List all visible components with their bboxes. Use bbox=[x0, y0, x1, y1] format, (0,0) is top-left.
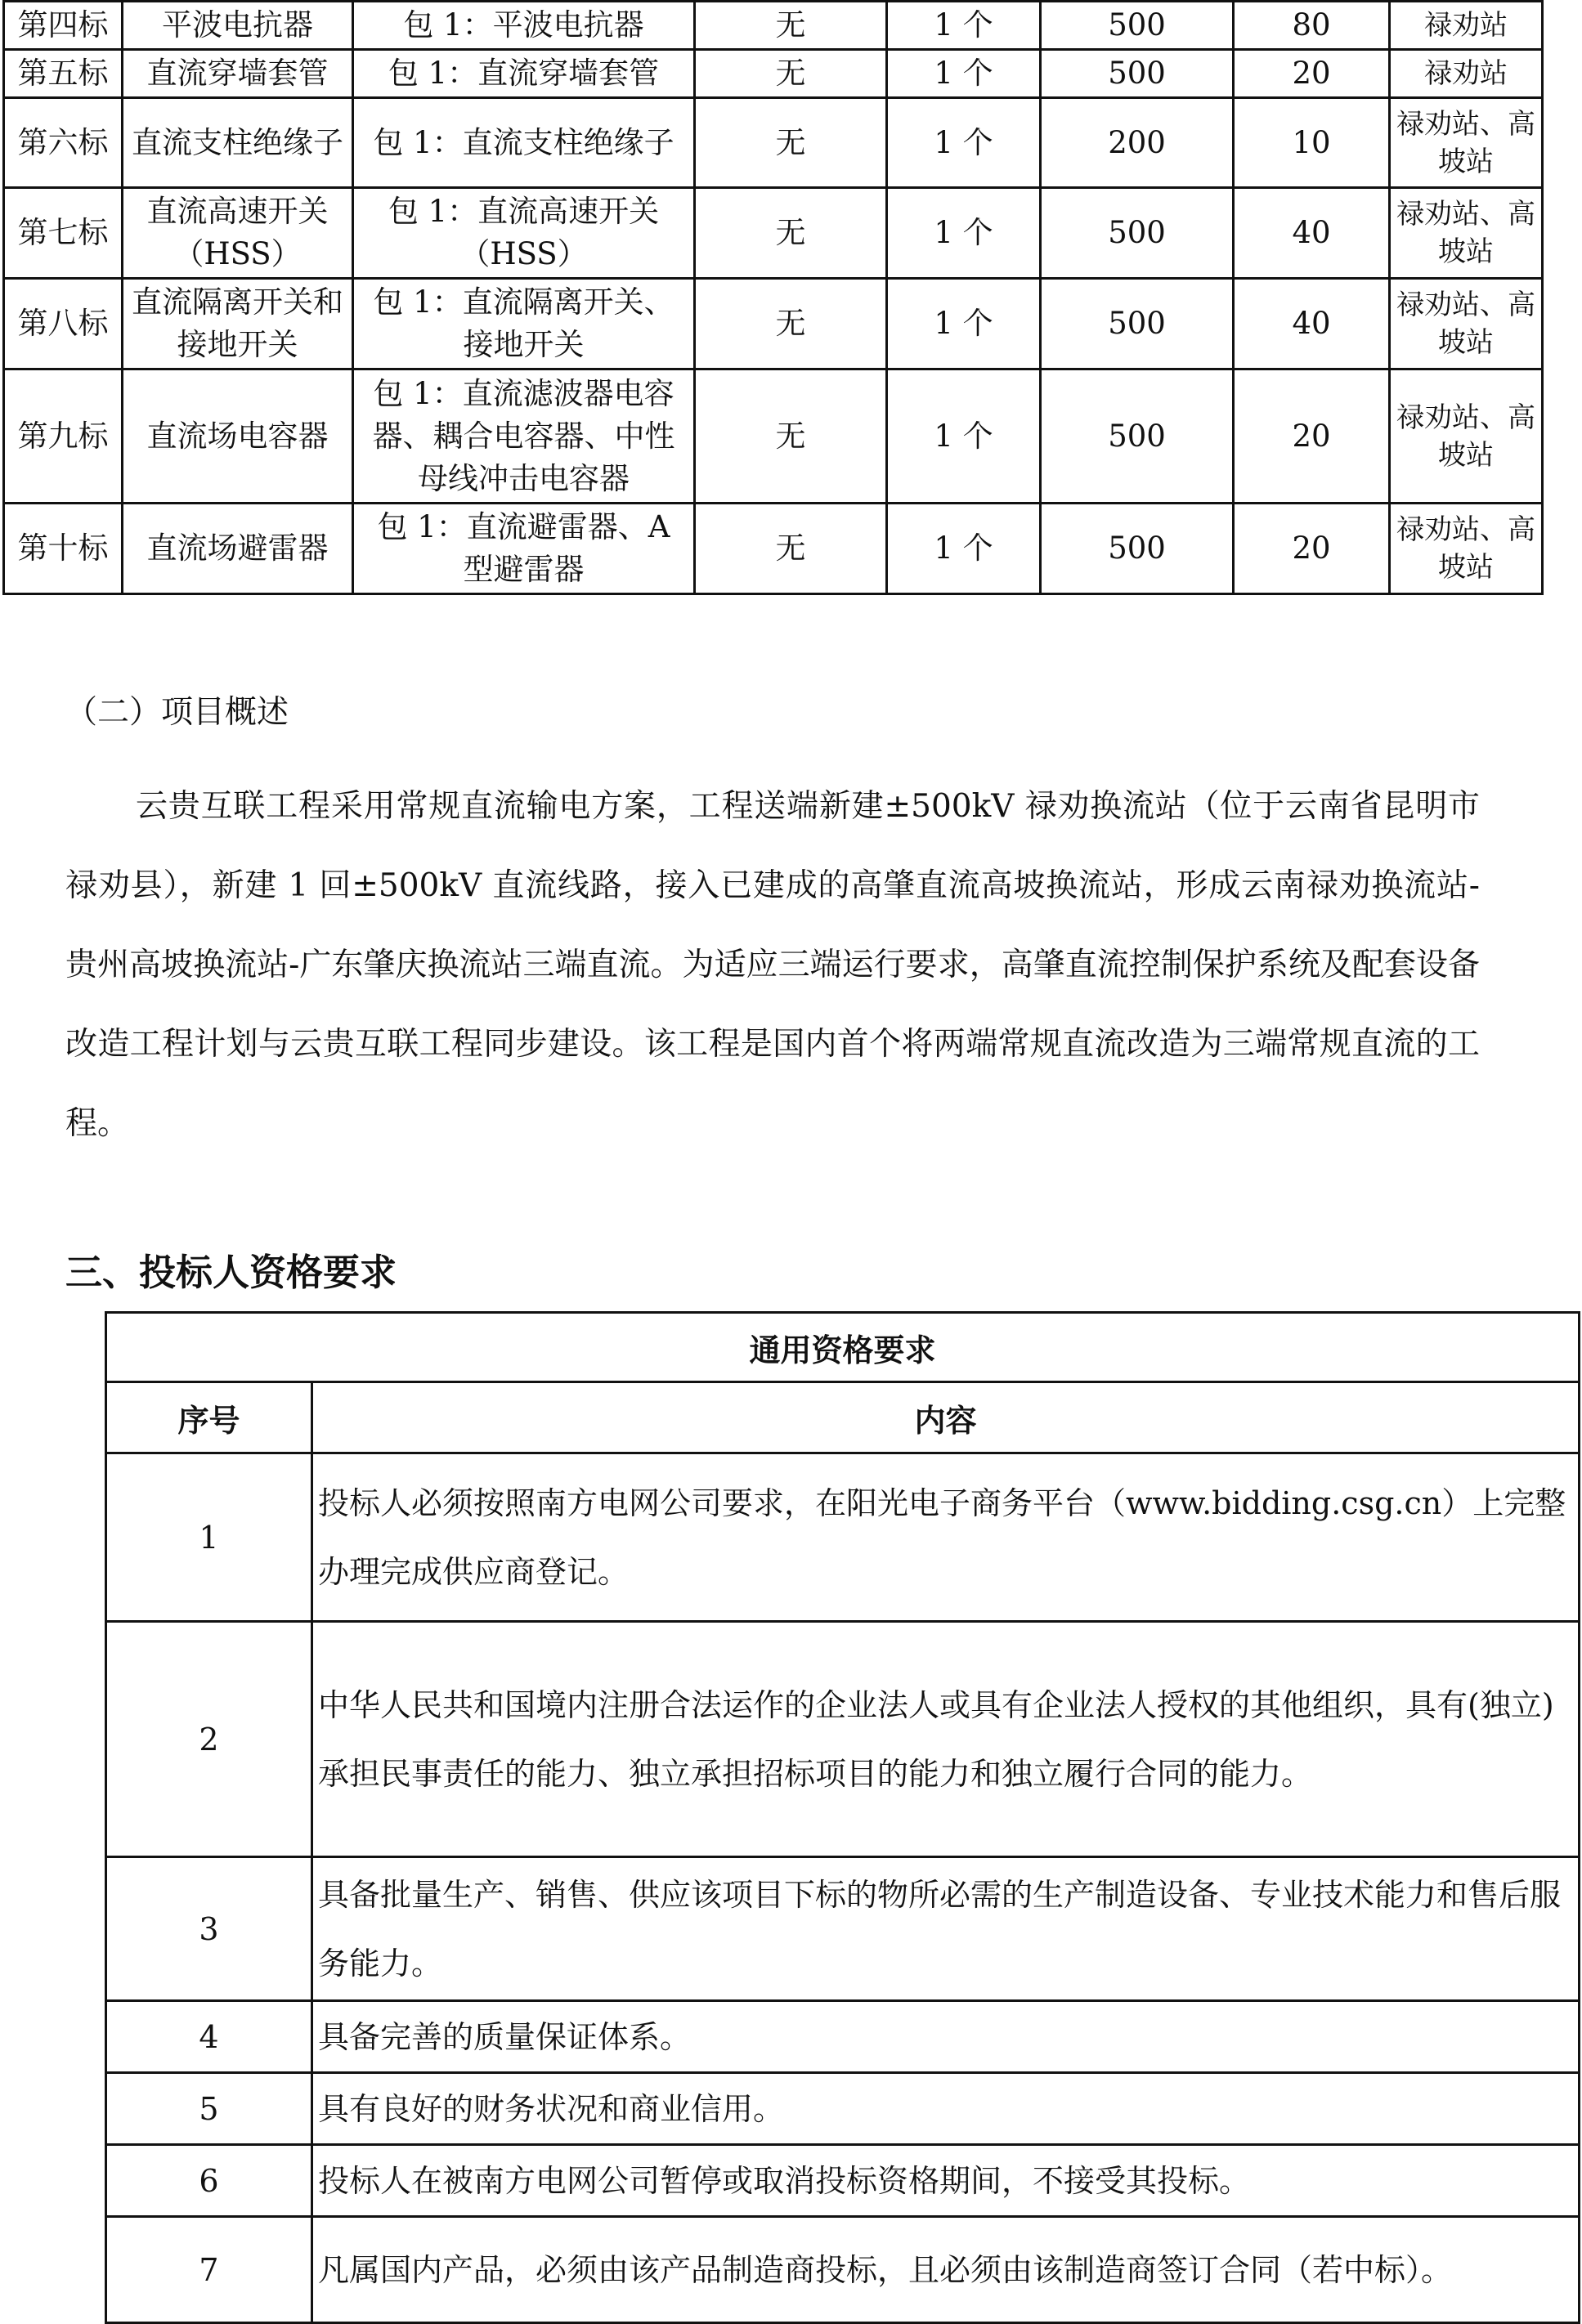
table-row bbox=[106, 2217, 1580, 2323]
lot-station: 禄劝站、高坡站 bbox=[1390, 188, 1543, 279]
lot-product: 直流高速开关（HSS） bbox=[123, 188, 353, 279]
lot-col-7: 10 bbox=[1234, 98, 1390, 188]
lot-col-6: 500 bbox=[1041, 369, 1234, 504]
lot-row bbox=[4, 2, 1543, 50]
lot-col-4: 无 bbox=[695, 279, 887, 369]
lot-station: 禄劝站、高坡站 bbox=[1390, 369, 1543, 504]
lot-quantity: 1 个 bbox=[887, 50, 1041, 98]
table-caption-row bbox=[106, 1313, 1580, 1382]
lot-package: 包 1：直流高速开关（HSS） bbox=[353, 188, 695, 279]
lot-station: 禄劝站 bbox=[1390, 50, 1543, 98]
table-caption: 通用资格要求 bbox=[106, 1313, 1580, 1382]
lot-package: 包 1：直流滤波器电容器、耦合电容器、中性母线冲击电容器 bbox=[353, 369, 695, 504]
row-content: 具备完善的质量保证体系。 bbox=[312, 2001, 1580, 2073]
lot-col-4: 无 bbox=[695, 98, 887, 188]
lot-number: 第十标 bbox=[4, 504, 123, 594]
row-content: 具有良好的财务状况和商业信用。 bbox=[312, 2073, 1580, 2145]
lot-col-4: 无 bbox=[695, 2, 887, 50]
lot-quantity: 1 个 bbox=[887, 2, 1041, 50]
lot-quantity: 1 个 bbox=[887, 188, 1041, 279]
lot-package: 包 1：直流隔离开关、接地开关 bbox=[353, 279, 695, 369]
lot-col-4: 无 bbox=[695, 50, 887, 98]
lot-product: 直流隔离开关和接地开关 bbox=[123, 279, 353, 369]
table-row bbox=[106, 1857, 1580, 2001]
row-number: 1 bbox=[106, 1453, 312, 1622]
section-heading: 三、投标人资格要求 bbox=[65, 1251, 397, 1294]
lot-number: 第五标 bbox=[4, 50, 123, 98]
lot-col-6: 500 bbox=[1041, 50, 1234, 98]
table-row bbox=[106, 2145, 1580, 2217]
lot-station: 禄劝站、高坡站 bbox=[1390, 279, 1543, 369]
row-number: 3 bbox=[106, 1857, 312, 2001]
lot-package: 包 1：直流支柱绝缘子 bbox=[353, 98, 695, 188]
lot-product: 平波电抗器 bbox=[123, 2, 353, 50]
row-content: 中华人民共和国境内注册合法运作的企业法人或具有企业法人授权的其他组织，具有(独立)承担民事责任的能力、独立承担招标项目的能力和独立履行合同的能力。 bbox=[312, 1622, 1580, 1857]
lot-row bbox=[4, 369, 1543, 504]
lot-quantity: 1 个 bbox=[887, 98, 1041, 188]
lot-product: 直流支柱绝缘子 bbox=[123, 98, 353, 188]
lot-col-7: 40 bbox=[1234, 279, 1390, 369]
lot-col-7: 40 bbox=[1234, 188, 1390, 279]
row-number: 7 bbox=[106, 2217, 312, 2323]
lot-package: 包 1：直流避雷器、A 型避雷器 bbox=[353, 504, 695, 594]
lot-col-6: 500 bbox=[1041, 279, 1234, 369]
lot-quantity: 1 个 bbox=[887, 504, 1041, 594]
lot-row bbox=[4, 504, 1543, 594]
lot-col-6: 500 bbox=[1041, 504, 1234, 594]
table-row bbox=[106, 1622, 1580, 1857]
lot-number: 第九标 bbox=[4, 369, 123, 504]
lot-number: 第七标 bbox=[4, 188, 123, 279]
row-number: 4 bbox=[106, 2001, 312, 2073]
lot-package: 包 1：直流穿墙套管 bbox=[353, 50, 695, 98]
lot-product: 直流场避雷器 bbox=[123, 504, 353, 594]
lot-product: 直流场电容器 bbox=[123, 369, 353, 504]
lot-station: 禄劝站、高坡站 bbox=[1390, 504, 1543, 594]
lot-col-6: 500 bbox=[1041, 188, 1234, 279]
header-content: 内容 bbox=[312, 1382, 1580, 1453]
lot-row bbox=[4, 188, 1543, 279]
lot-col-7: 20 bbox=[1234, 369, 1390, 504]
lot-col-4: 无 bbox=[695, 369, 887, 504]
lot-row bbox=[4, 98, 1543, 188]
row-content: 投标人必须按照南方电网公司要求，在阳光电子商务平台（www.bidding.csg.cn）上完整办理完成供应商登记。 bbox=[312, 1453, 1580, 1622]
header-index: 序号 bbox=[106, 1382, 312, 1453]
lot-quantity: 1 个 bbox=[887, 279, 1041, 369]
lot-table-body bbox=[4, 2, 1543, 594]
row-content: 具备批量生产、销售、供应该项目下标的物所必需的生产制造设备、专业技术能力和售后服务能力。 bbox=[312, 1857, 1580, 2001]
lot-station: 禄劝站、高坡站 bbox=[1390, 98, 1543, 188]
lot-number: 第四标 bbox=[4, 2, 123, 50]
lot-col-7: 20 bbox=[1234, 504, 1390, 594]
table-row bbox=[106, 2073, 1580, 2145]
lot-col-4: 无 bbox=[695, 188, 887, 279]
lot-station: 禄劝站 bbox=[1390, 2, 1543, 50]
row-number: 5 bbox=[106, 2073, 312, 2145]
lot-col-6: 200 bbox=[1041, 98, 1234, 188]
lot-col-4: 无 bbox=[695, 504, 887, 594]
row-content: 凡属国内产品，必须由该产品制造商投标，且必须由该制造商签订合同（若中标）。 bbox=[312, 2217, 1580, 2323]
row-content: 投标人在被南方电网公司暂停或取消投标资格期间，不接受其投标。 bbox=[312, 2145, 1580, 2217]
lot-row bbox=[4, 50, 1543, 98]
lot-package: 包 1：平波电抗器 bbox=[353, 2, 695, 50]
qualification-table-body bbox=[106, 1313, 1580, 2323]
table-header-row bbox=[106, 1382, 1580, 1453]
lot-product: 直流穿墙套管 bbox=[123, 50, 353, 98]
lot-quantity: 1 个 bbox=[887, 369, 1041, 504]
row-number: 6 bbox=[106, 2145, 312, 2217]
overview-paragraph: 云贵互联工程采用常规直流输电方案，工程送端新建±500kV 禄劝换流站（位于云南省昆明市禄劝县），新建 1 回±500kV 直流线路，接入已建成的高肇直流高坡换流站，形成云南禄劝换流站-贵州高坡换流站-广东肇庆换流站三端直流。为适应三端运行要求，高肇直流控制保护系统及配套设备改造工程计划与云贵互联工程同步建设。该工程是国内首个将两端常规直流改造为三端常规直流的工程。 bbox=[65, 788, 1480, 1142]
row-number: 2 bbox=[106, 1622, 312, 1857]
qualification-table bbox=[105, 1311, 1580, 2324]
table-row bbox=[106, 2001, 1580, 2073]
overview-heading: （二）项目概述 bbox=[65, 694, 289, 731]
lot-number: 第八标 bbox=[4, 279, 123, 369]
table-row bbox=[106, 1453, 1580, 1622]
lot-number: 第六标 bbox=[4, 98, 123, 188]
lot-col-7: 20 bbox=[1234, 50, 1390, 98]
lot-col-7: 80 bbox=[1234, 2, 1390, 50]
lot-col-6: 500 bbox=[1041, 2, 1234, 50]
lot-table bbox=[2, 0, 1544, 595]
lot-row bbox=[4, 279, 1543, 369]
